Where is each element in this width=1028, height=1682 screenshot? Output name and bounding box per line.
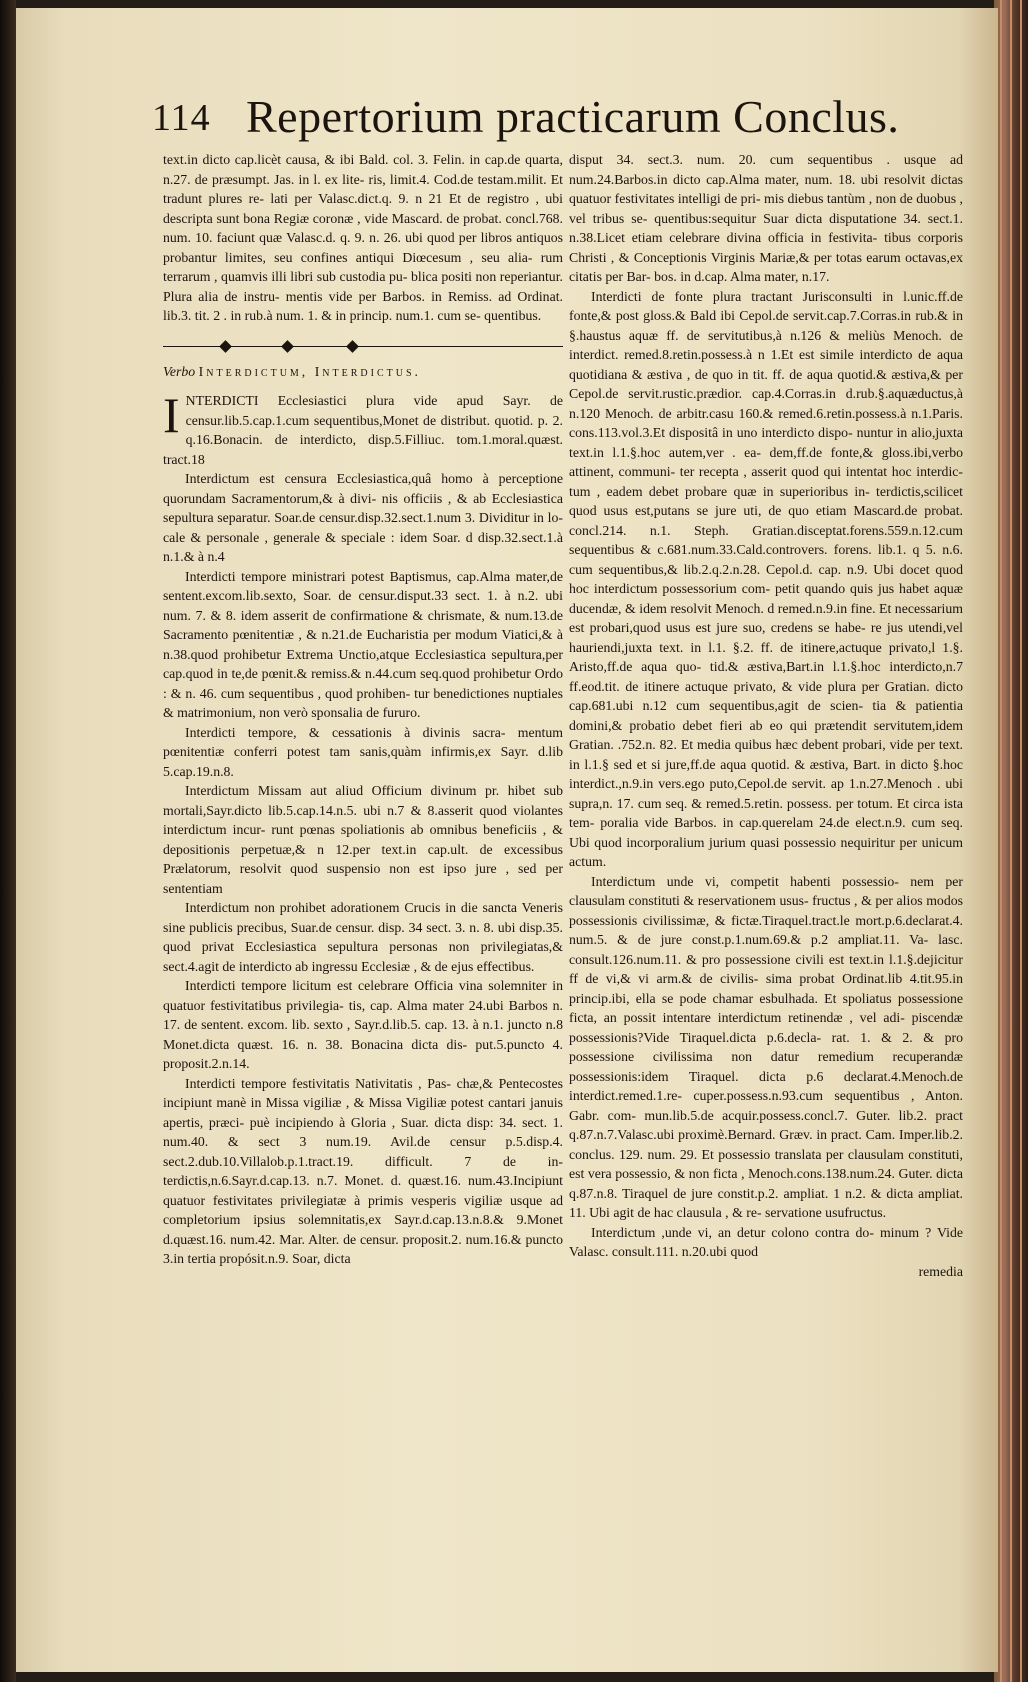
left-column — [163, 150, 563, 1269]
paragraph: Interdicti de fonte plura tractant Jurisconsulti in l.unic.ff.de fonte,& post gloss.& Bald ibi Cepol.de servit.cap.7.Corras.in rub.& in §.haustus aquæ ff. de servitutibus,à n.126 & meliùs Menoch. de interdict. remed.8.retin.possess.à n 1.Et est simile interdicto de aqua quotidiana & æstiva , de quo in tit. ff. de aqua quotid.& æstiva,& per Cepol.de servit.rustic.prædior. cap.4.Corras.in d.rub.§.aquæductus,à n.120 Menoch. de arbitr.casu 160.& remed.6.retin.possess.à n.1.Paris. cons.113.vol.3.Et dispositâ in uno interdicto dispo- nuntur in alio,juxta text.in l.1.§.hoc autem,ver . ea- dem,ff.de fonte,& gloss.ibi,verbo attinent, communi- ter recepta , asserit quod qui intentat hoc interdic- tum , eadem debet probare quæ in superioribus in- terdictis,scilicet quod usus est,putans se jure uti, de quo etiam Mascard.de probat. concl.214. n.1. Steph. Gratian.disceptat.forens.559.n.12.cum sequentibus & c.681.num.33.Cald.controvers. forens. lib.1. q 5. n.6. cum sequentibus,& lib.2.q.2.n.28. Cepol.d. cap. n.9. Ubi docet quod hoc interdictum possessorium com- petit quando quis jus habet aquæ ducendæ, & idem resolvit Menoch. d remed.n.9.in fine. Et necessarium est probari,quod usus est jure suo, credens se habe- re jus utendi,vel hauriendi,juxta text. in l.1. §.2. ff. de itinere,actuque privato,l 1.§. Aristo,ff.de aqua quo- tid.& æstiva,Bart.in l.1.§.hoc interdicto,n.7 ff.eod.tit. de itinere actuque privato, & vide plura per Gratian. dicto cap.681.ubi n.12 cum sequentibus,agit de scien- tia & patientia domini,& probatio debet fieri ab eo qui prætendit servitutem,idem Gratian. .752.n. 82. Et media quibus hæc debent probari, vide per text. in l.1.§ sed et si jure,ff.de aqua quotid. & æstiva, Bart. in dicto §.hoc interdict.,n.9.in vers.ego puto,Cepol.de servit. ap 1.n.27.Menoch . ubi supra,n. 17. cum seq. & remed.5.retin. possess. per totum. Et circa ista tem- poralia vide Barbos. in cap.querelam 24.de elect.n.9. cum seq. Ubi quod incorporalium jurium quasi possessio nequiritur per unicum actum. — [569, 288, 963, 869]
catchword: remedia — [918, 1263, 963, 1279]
right-column — [569, 150, 963, 1281]
paragraph: Interdicti tempore ministrari potest Baptismus, cap.Alma mater,de sentent.excom.lib.sexto, Soar. de censur.disput.33 sect. 1. à n.2. ubi num. 7. & 8. idem asserit de confirmatione & chrismate, & num.13.de Sacramento pœnitentiæ , & n.21.de Eucharistia per modum Viatici,& à n.38.quod prohibetur Extrema Unctio,atque Ecclesiastica sepultura,per cap.quod in te,de pœnit.& remiss.& n.44.cum seq.quod prohibetur Ordo : & n. 46. cum sequentibus , quod prohiben- tur benedictiones nuptiales & matrimonium, non verò sponsalia de fururo. — [163, 568, 563, 720]
book-gutter — [0, 0, 16, 1682]
folio-number: 114 — [152, 97, 211, 139]
paragraph: Interdicti tempore, & cessationis à divinis sacra- mentum pœnitentiæ conferri potest tam sanis,quàm infirmis,ex Sayr. d.lib 5.cap.19.n.8. — [163, 724, 563, 779]
section-divider — [163, 340, 563, 354]
paragraph: Interdictum unde vi, competit habenti possessio- nem per clausulam constituti & reservationem usus- fructus , & per alios modos possessionis civilissimæ, & fictæ.Tiraquel.tract.le mort.p.6.declarat.4. num.5. & de jure const.p.1.num.69.& p.2 ampliat.11. Va- lasc. consult.126.num.11. & pro possessione civili est text.in l.1.§.dejicitur ff de vi,& vi arm.& de civilis- sima probat Ordinat.lib 4.tit.95.in princip.ibi, ella se pode chamar esbulhada. Et spoliatus possessione ficta, an possit intentare interdictum retinendæ , vel adi- piscendæ possessionis?Vide Tiraquel.dicta p.6.decla- rat. 1. & 2. & pro possessione civilissima non datur remedium recuperandæ possessionis:idem Tiraquel. dicta p.6 declarat.4.Menoch.de interdict.remed.1.re- cuper.possess.n.93.cum sequentibus , Anton. Gabr. com- mun.lib.5.de acquir.possess.concl.7. Guter. lib.2. pract q.87.n.7.Valasc.ubi proximè.Bernard. Græv. in pract. Cam. Imper.lib.2. conclus. 129. num. 29. Et possessio translata per clausulam constituti, est vera possessio, & non ficta , Menoch.cons.138.num.24. Guter. dicta q.87.n.8. Tiraquel de jure constit.p.2. ampliat. 1 n.2. & dicta ampliat. 11. Ubi agit de hac clausula , & re- servatione usufructus. — [569, 873, 963, 1220]
paragraph: text.in dicto cap.licèt causa, & ibi Bald. col. 3. Felin. in cap.de quarta, n.27. de præsumpt. Jas. in l. ex lite- ris, limit.4. Cod.de testam.milit. Et tradunt plures re- lati per Valasc.dict.q. 9. n 21 Et de registro , ubi descripta sunt bona Regiæ coronæ , vide Mascard. de probat. concl.768. num. 10. faciunt quæ Valasc.d. q. 9. n. 26. ubi quod per libros antiquos probantur limites, seu confines antiqui Diœcesum , seu alia- rum terrarum , quamvis illi libri sub custodia pu- blica positi non reperiantur. Plura alia de instru- mentis vide per Barbos. in Remiss. ad Ordinat. lib.3. tit. 2 . in rub.à num. 1. & in princip. num.1. cum se- quentibus. — [163, 152, 563, 323]
verbo-label: Verbo — [163, 363, 196, 379]
running-title: Repertorium practicarum Conclus. — [246, 91, 900, 142]
paragraph: Interdictum Missam aut aliud Officium divinum pr. hibet sub mortali,Sayr.dicto lib.5.cap.14.n.5. ubi n.7 & 8.asserit quod violantes interdictum incur- runt pœnas spoliationis ab omnibus beneficiis , & depositionis perpetuæ,& n 12.per text.in cap.ult. de excessibus Prælatorum, resolvit quod suspensio non est ipso jure , sed per sententiam — [163, 783, 563, 896]
paragraph: Interdictum ,unde vi, an detur colono contra do- minum ? Vide Valasc. consult.111. n.20.ubi quod — [569, 1224, 963, 1259]
paragraph: Interdicti tempore licitum est celebrare Officia vina solemniter in quatuor festivitatibus privilegia- tis, cap. Alma mater 24.ubi Barbos n. 17. de sentent. excom. lib. sexto , Sayr.d.lib.5. cap. 13. à n.1. juncto n.8 Monet.dicta quæst. 16. n. 38. Bonacina dicta dis- put.5.puncto 4. proposit.2.n.14. — [163, 978, 563, 1071]
paragraph: NTERDICTI Ecclesiastici plura vide apud Sayr. de censur.lib.5.cap.1.cum sequentibus,Monet de distribut. quotid. p. 2. q.16.Bonacin. de interdicto, disp.5.Filliuc. tom.1.moral.quæst. tract.18 — [163, 393, 563, 467]
paragraph: Interdictum non prohibet adorationem Crucis in die sancta Veneris sine publicis precibus, Suar.de censur. disp. 34 sect. 3. n. 8. ubi disp.35. quod privat Ecclesiastica sepultura personas non privilegiatas,& sect.4.agit de interdicto ab ingressu Ecclesiæ , & de ejus effectibus. — [163, 900, 563, 974]
paragraph: Interdicti tempore festivitatis Nativitatis , Pas- chæ,& Pentecostes incipiunt manè in Missa vigiliæ , & Missa Vigiliæ potest cantari januis apertis, præci- puè incipiendo à Gloria , Suar. dicta disp: 34. sect. 1. num.40. & sect 3 num.19. Avil.de censur p.5.disp.4. sect.2.dub.10.Villalob.p.1.tract.19. difficult. 7 de in- terdictis,n.6.Sayr.d.cap.13. n.7. Monet. d. quæst.16. num.43.Incipiunt quatuor festivitates privilegiatæ à primis vesperis vigiliæ usque ad completorium ipsius solemnitatis,ex Sayr.d.cap.13.n.8.& 9.Monet d.quæst.16. num.42. Mar. Alter. de censur. proposit.2. num.16.& puncto 3.in tertia propósit.n.9. Soar, dicta — [163, 1075, 563, 1266]
book-page — [16, 8, 998, 1672]
page-edges — [994, 0, 1028, 1682]
entry-heading — [163, 362, 563, 382]
drop-cap: I — [163, 387, 180, 443]
paragraph: disput 34. sect.3. num. 20. cum sequentibus . usque ad num.24.Barbos.in dicto cap.Alma mater, num. 18. ubi resolvit dictas quatuor festivitates intelligi de pri- mis diebus tantùm , non de duobus , vel tribus se- quentibus:sequitur Suar dicta disputatione 34. sect.1. n.38.Licet etiam celebrare divina officia in festivita- tibus corporis Christi , & Conceptionis Virginis Mariæ,& per totas earum octavas,ex citatis per Bar- bos. in d.cap. Alma mater, n.17. — [569, 152, 963, 284]
paragraph: Interdictum est censura Ecclesiastica,quâ homo à perceptione quorundam Sacramentorum,& à divi- nis officiis , & ab Ecclesiastica sepultura separatur. Soar.de censur.disp.32.sect.1.num 3. Dividitur in lo- cale & personale , generale & speciale : idem Soar. d disp.32.sect.1.à n.1.& à n.4 — [163, 471, 563, 564]
entry-terms: Interdictum, Interdictus. — [198, 363, 421, 379]
entry-opening — [163, 387, 563, 469]
